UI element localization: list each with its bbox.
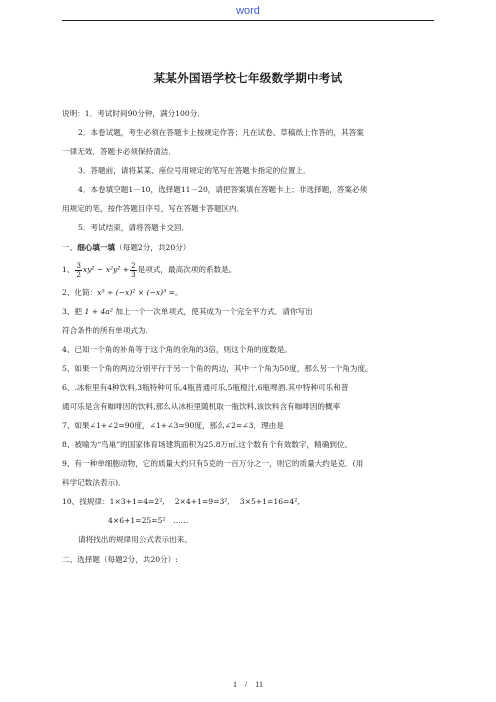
q1-fraction-1 (75, 262, 81, 279)
question-10: 10、找规律：1×3+1=4=2², 2×4+1=9=3², 3×5+1=16=4², (62, 497, 300, 506)
q1-frac1-den: 2 (76, 270, 81, 279)
question-4: 4、已知一个角的补角等于这个角的余角的3倍，则这个角的度数是。 (62, 345, 292, 354)
section-2-heading: 二、选择题（每题2分，共20分）: (62, 555, 178, 564)
q1-frac1-num: 3 (76, 261, 81, 270)
question-3-continued: 符合条件的所有单项式为. (62, 326, 148, 335)
note-line-5: 4．本卷填空题1－10，选择题11－20，请把答案填在答题卡上；非选择题，答案必须 (78, 185, 368, 194)
note-line-6: 用规定的笔，按作答题目序号，写在答题卡答题区内． (62, 204, 245, 213)
question-3 (62, 306, 434, 317)
question-1 (62, 261, 434, 279)
question-9: 9、有一种单细胞动物，它的质量大约只有5克的一百万分之一，则它的质量大约是克．(用 (62, 459, 364, 468)
q2-suffix: 。 (174, 288, 183, 297)
question-7: 7、如果∠1+∠2=90度，∠1+∠3=90度，那么∠2=∠3．理由是 (62, 421, 284, 430)
q1-fraction-2 (130, 262, 136, 279)
question-5: 5、如果一个角的两边分别平行于另一个角的两边，其中一个角为50度，那么另一个角为度。 (62, 364, 373, 373)
section-1-prefix: 一、 (62, 243, 78, 252)
note-line-7: 5．考试结束，请将答题卡交回． (78, 223, 190, 232)
q2-prefix: 2、化简： (62, 288, 98, 297)
q3-prefix: 3、把 (62, 307, 83, 316)
note-line-4: 3．答题前，请将某某、座位号用规定的笔写在答题卡指定的位置上． (78, 166, 311, 175)
q1-frac2-den: 3 (131, 270, 136, 279)
header-word-link[interactable]: word (236, 5, 260, 17)
question-6: 6、.冰柜里有4种饮料,3瓶特种可乐,4瓶普通可乐,5瓶橙汁,6瓶啤酒.其中特种可乐和普 (62, 383, 349, 392)
q1-expression: xy² − x²y² + (82, 265, 130, 274)
question-9-continued: 科学记数法表示)． (62, 478, 126, 487)
q1-prefix: 1、 (62, 265, 75, 274)
note-line-2: 2．本卷试题，考生必须在答题卡上按规定作答；凡在试卷、草稿纸上作答的，其答案 (78, 128, 364, 137)
section-1-heading (62, 242, 434, 253)
note-line-3: 一律无效．答题卡必须保持清洁． (62, 147, 176, 156)
question-6-continued: 通可乐是含有咖啡因的饮料,那么从冰柜里随机取一瓶饮料,该饮料含有咖啡因的概率 (62, 402, 341, 411)
header-divider (62, 20, 434, 21)
document-body (62, 108, 434, 565)
q2-expression: x⁵ ÷ (−x)² × (−x)³ = (97, 288, 175, 297)
q1-suffix: 是项式，最高次项的系数是。 (137, 265, 237, 274)
question-10-line-2: 4×6+1=25=5² …… (108, 516, 189, 525)
page-number: 1 / 11 (233, 680, 263, 689)
q1-frac2-num: 2 (131, 261, 136, 270)
q3-expression: 1 + 4a² (84, 307, 113, 316)
section-1-name: 细心填一填 (77, 243, 116, 252)
section-1-rest: （每题2分，共20分） (115, 243, 191, 252)
note-line-1: 说明：1．考试时间90分钟，满分100分． (62, 109, 205, 118)
question-8: 8、被喻为“鸟巢”的国家体育场建筑面积为25.8万㎡,这个数有个有效数字，精确到位。 (62, 440, 353, 449)
question-10-instruction: 请将找出的规律用公式表示出来。 (78, 535, 192, 544)
page-title: 某某外国语学校七年级数学期中考试 (153, 71, 343, 85)
question-2 (62, 287, 434, 298)
q3-suffix: 加上一个一次单项式，使其成为一个完全平方式．请你写出 (115, 307, 313, 316)
